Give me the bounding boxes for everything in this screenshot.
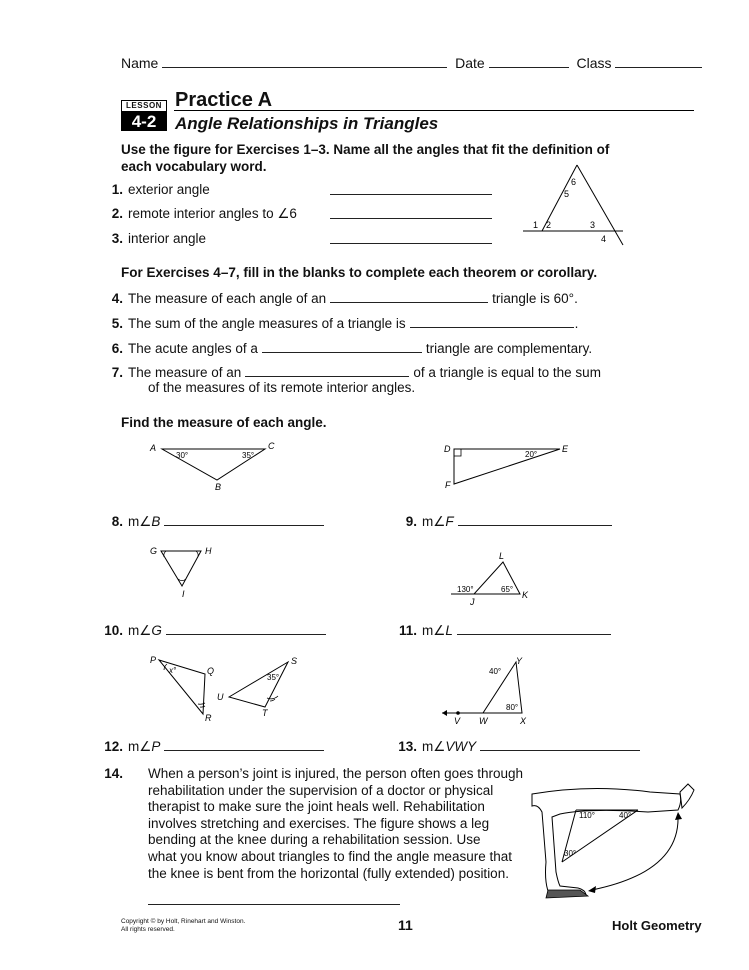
fig1-label-5: 5	[564, 189, 570, 199]
question-14-text: When a person’s joint is injured, the person often goes through rehabilitation under the supervision of a doctor or physical therapist to make sure the joint heals well. Rehabilitation involves stretching and exercises. The figure shows a leg bending at the knee during a rehabilitation session. Use what you know about triangles to find the angle measure that the knee is bent from the horizontal (fully extended) position.	[148, 766, 523, 881]
fig9-vertex-E: E	[562, 444, 569, 454]
question-1: 1. exterior angle	[111, 182, 210, 197]
lesson-badge-top: LESSON	[121, 100, 167, 112]
fig9-angle-E: 20°	[525, 450, 538, 459]
title-rule	[174, 110, 694, 111]
fig1-label-6: 6	[571, 177, 577, 187]
question-13: 13. m∠ VWY	[395, 738, 640, 755]
leg-figure	[530, 772, 700, 907]
date-field[interactable]	[489, 55, 569, 68]
class-label: Class	[576, 55, 612, 71]
question-14: 14. When a person’s joint is injured, the person often goes through rehabilitation under the supervision of a doctor or physical therapist to make sure the joint heals well. Rehabilitation involves stretching and exercises. The figure shows a leg bending at the knee during a rehabilitation session. Use what you know about triangles to find the angle measure that the knee is bent from the horizontal (fully extended) position.	[104, 766, 523, 881]
fig8-vertex-C: C	[268, 441, 275, 451]
page-title: Practice A	[175, 89, 273, 111]
fig12-vertex-U: U	[217, 692, 224, 702]
fig10-vertex-H: H	[205, 546, 212, 556]
fig1-label-1: 1	[533, 220, 539, 230]
triangle-figure-9	[440, 440, 580, 495]
lesson-badge	[121, 100, 167, 131]
answer-13[interactable]	[480, 738, 640, 751]
fig13-vertex-X: X	[520, 716, 527, 726]
question-7: 7. The measure of an of a triangle is equal to the sum	[111, 365, 601, 380]
section1-instructions: Use the figure for Exercises 1–3. Name all the angles that fit the definition of each vocabulary word.	[121, 142, 610, 174]
question-11: 11. m∠ L	[395, 622, 611, 639]
fig10-vertex-G: G	[150, 546, 158, 556]
fig12-vertex-P: P	[150, 655, 157, 665]
fig12-angle-x: x°	[169, 666, 177, 675]
fig12-vertex-T: T	[262, 708, 268, 718]
triangle-figure-1	[515, 160, 635, 250]
fig13-angle-X: 80°	[506, 703, 519, 712]
answer-7[interactable]	[245, 364, 409, 377]
question-12: 12. m∠ P	[101, 738, 324, 755]
fig8-angle-C: 35°	[242, 451, 255, 460]
fig13-vertex-V: V	[454, 716, 461, 726]
fig11-angle-exterior: 130°	[457, 585, 474, 594]
copyright: Copyright © by Holt, Rinehart and Winston. All rights reserved.	[121, 918, 246, 933]
fig10-vertex-I: I	[182, 589, 185, 599]
triangle-figure-8	[145, 437, 285, 497]
fig12-vertex-S: S	[291, 656, 298, 666]
fig12-angle-S: 35°	[267, 673, 280, 682]
fig13-vertex-Y: Y	[516, 656, 523, 666]
answer-4[interactable]	[330, 290, 488, 303]
leg-angle-foot: 40°	[619, 811, 632, 820]
fig9-vertex-D: D	[444, 444, 451, 454]
section3-instructions: Find the measure of each angle.	[121, 415, 327, 430]
answer-10[interactable]	[166, 622, 326, 635]
page-number: 11	[398, 917, 413, 933]
name-field[interactable]	[162, 55, 447, 68]
answer-8[interactable]	[164, 513, 324, 526]
name-label: Name	[121, 55, 159, 71]
question-3: 3. interior angle	[111, 231, 207, 246]
fig9-vertex-F: F	[445, 480, 451, 490]
question-8: 8. m∠ B	[101, 513, 324, 530]
triangle-figure-10	[145, 542, 225, 602]
fig11-vertex-L: L	[499, 551, 505, 561]
question-7-line2: of the measures of its remote interior angles.	[148, 380, 416, 395]
question-4: 4. The measure of each angle of an triangle is 60°.	[111, 291, 578, 306]
answer-9[interactable]	[458, 513, 612, 526]
fig11-vertex-J: J	[470, 597, 475, 607]
leg-angle-knee: 110°	[579, 811, 595, 820]
leg-angle-lower: 30°	[564, 849, 577, 858]
answer-11[interactable]	[457, 622, 611, 635]
fig11-angle-K: 65°	[501, 585, 514, 594]
answer-3[interactable]	[330, 231, 492, 244]
triangle-figure-11	[448, 548, 548, 608]
question-10: 10. m∠ G	[101, 622, 326, 639]
answer-12[interactable]	[164, 738, 324, 751]
question-2: 2. remote interior angles to ∠6	[111, 206, 297, 221]
fig13-vertex-W: W	[479, 716, 488, 726]
fig1-label-4: 4	[601, 234, 607, 244]
book-title: Holt Geometry	[612, 918, 702, 933]
answer-2[interactable]	[330, 206, 492, 219]
page-subtitle: Angle Relationships in Triangles	[175, 114, 439, 133]
section2-instructions: For Exercises 4–7, fill in the blanks to complete each theorem or corollary.	[121, 265, 598, 280]
fig8-vertex-A: A	[150, 443, 157, 453]
answer-5[interactable]	[410, 315, 574, 328]
fig12-vertex-Q: Q	[207, 666, 215, 676]
fig8-vertex-B: B	[215, 482, 222, 492]
triangle-figure-13	[438, 652, 548, 727]
fig1-label-2: 2	[546, 220, 552, 230]
fig8-angle-A: 30°	[176, 451, 189, 460]
answer-14[interactable]	[148, 904, 400, 905]
question-5: 5. The sum of the angle measures of a triangle is .	[111, 316, 579, 331]
question-6: 6. The acute angles of a triangle are complementary.	[111, 341, 593, 356]
answer-1[interactable]	[330, 182, 492, 195]
fig13-angle-Y: 40°	[489, 667, 502, 676]
fig1-label-3: 3	[590, 220, 596, 230]
class-field[interactable]	[615, 55, 702, 68]
fig12-vertex-R: R	[205, 713, 212, 723]
fig11-vertex-K: K	[522, 590, 529, 600]
date-label: Date	[455, 55, 485, 71]
answer-6[interactable]	[262, 340, 422, 353]
name-row	[121, 55, 702, 71]
question-9: 9. m∠ F	[395, 513, 612, 530]
lesson-number: 4-2	[121, 112, 167, 131]
triangle-figure-12	[145, 652, 310, 727]
